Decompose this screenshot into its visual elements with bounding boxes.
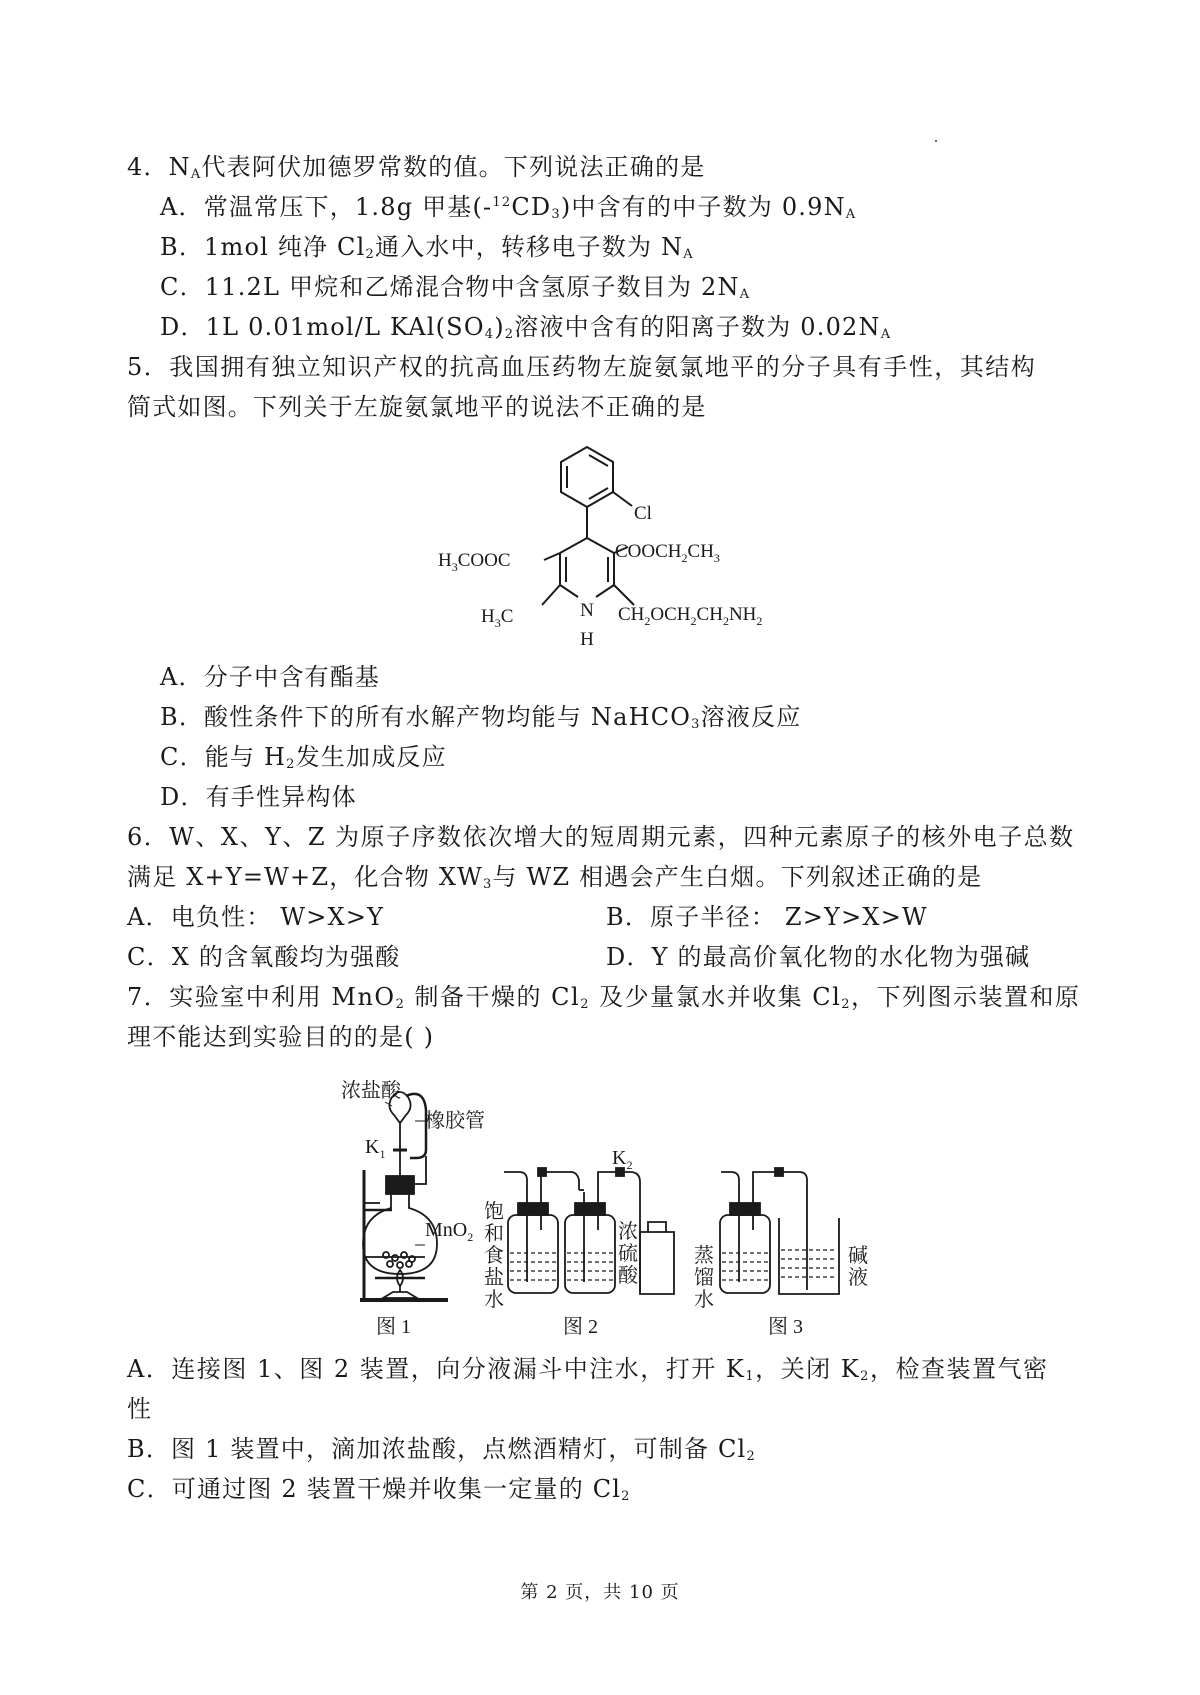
page-footer: 第 2 页，共 10 页	[520, 1582, 680, 1603]
label-brine-4: 盐	[484, 1267, 504, 1289]
label-k2: $K_2$	[612, 1147, 633, 1172]
label-brine-1: 饱	[484, 1201, 504, 1223]
chlorine-label: Cl	[634, 503, 652, 524]
q7-option-a-line1: A．连接图 1、图 2 装置，向分液漏斗中注水，打开 $K_1$，关闭 $K_2$，检查装置气密	[127, 1355, 1049, 1384]
figure-3-absorption	[720, 1168, 839, 1294]
q4-option-c: C．11.2L 甲烷和乙烯混合物中含氢原子数目为 $2N_A$	[160, 273, 751, 302]
q7-stem-line1: 7．实验室中利用 MnO$_2$ 制备干燥的 $Cl_2$ 及少量氯水并收集 $Cl_2$，下列图示装置和原	[127, 983, 1081, 1012]
label-brine-5: 水	[484, 1289, 504, 1311]
left-ester-label: $H_3COOC$	[438, 550, 511, 574]
q7-stem-line2: 理不能达到实验目的的是( )	[127, 1023, 435, 1051]
side-chain-label: $CH_2OCH_2CH_2NH_2$	[618, 604, 763, 628]
q6-stem-line2: 满足 X+Y=W+Z，化合物 $XW_3$与 WZ 相遇会产生白烟。下列叙述正确的是	[127, 863, 983, 892]
label-alkali-2: 液	[848, 1267, 868, 1289]
label-h2so4-2: 硫	[618, 1243, 638, 1265]
label-mno2: MnO$_2$	[425, 1219, 474, 1244]
caption-fig2: 图 2	[563, 1316, 598, 1338]
caption-fig3: 图 3	[768, 1316, 803, 1338]
q7-option-c: C．可通过图 2 装置干燥并收集一定量的 $Cl_2$	[127, 1475, 631, 1504]
q6-option-b: B．原子半径： Z>Y>X>W	[606, 903, 928, 931]
q5-stem-line1: 5．我国拥有独立知识产权的抗高血压药物左旋氨氯地平的分子具有手性，其结构	[127, 353, 1037, 381]
label-brine-3: 食	[484, 1245, 504, 1267]
q4-option-b: B．1mol 纯净 $Cl_2$通入水中，转移电子数为 $N_A$	[160, 233, 694, 262]
q6-option-a: A．电负性： W>X>Y	[127, 903, 385, 931]
q5-stem-line2: 简式如图。下列关于左旋氨氯地平的说法不正确的是	[127, 393, 707, 421]
q5-option-c: C．能与 $H_2$发生加成反应	[160, 743, 447, 772]
q4-option-a: A．常温常压下，1.8g 甲基$(-^{12}CD_3)$中含有的中子数为 $0.9N_A$	[160, 193, 857, 222]
q4-option-d: D．1L 0.01mol/L $KAl(SO_4)_2$溶液中含有的阳离子数为 $0.02N_A$	[160, 313, 892, 342]
nitrogen-label: N	[580, 600, 594, 621]
label-alkali-1: 碱	[848, 1245, 868, 1267]
label-brine-2: 和	[484, 1223, 504, 1245]
q6-option-d: D．Y 的最高价氧化物的水化物为强碱	[606, 943, 1031, 971]
q5-option-a: A．分子中含有酯基	[160, 663, 381, 691]
q5-option-d: D．有手性异构体	[160, 783, 357, 811]
caption-fig1: 图 1	[376, 1316, 411, 1338]
figure-2-purification	[504, 1168, 674, 1294]
q5-option-b: B．酸性条件下的所有水解产物均能与 NaHCO$_3$溶液反应	[160, 703, 802, 732]
right-ester-label: $COOCH_2CH_3$	[615, 541, 720, 565]
q4-stem: 4．$N_A$代表阿伏加德罗常数的值。下列说法正确的是	[127, 153, 706, 182]
label-k1: $K_1$	[365, 1136, 386, 1161]
q7-option-b: B．图 1 装置中，滴加浓盐酸，点燃酒精灯，可制备 $Cl_2$	[127, 1435, 756, 1464]
q6-stem-line1: 6．W、X、Y、Z 为原子序数依次增大的短周期元素，四种元素原子的核外电子总数	[127, 823, 1075, 851]
nh-hydrogen-label: H	[580, 629, 594, 650]
label-water-2: 馏	[694, 1267, 714, 1289]
label-h2so4-3: 酸	[618, 1265, 638, 1287]
label-conc-hcl: 浓盐酸	[341, 1080, 401, 1102]
label-h2so4-1: 浓	[618, 1221, 638, 1243]
label-rubber-tube: 橡胶管	[425, 1110, 485, 1132]
q6-option-c: C．X 的含氧酸均为强酸	[127, 943, 401, 971]
label-water-1: 蒸	[694, 1245, 714, 1267]
q7-option-a-line2: 性	[127, 1395, 153, 1423]
label-water-3: 水	[694, 1289, 714, 1311]
methyl-label: $H_3C$	[481, 606, 514, 630]
